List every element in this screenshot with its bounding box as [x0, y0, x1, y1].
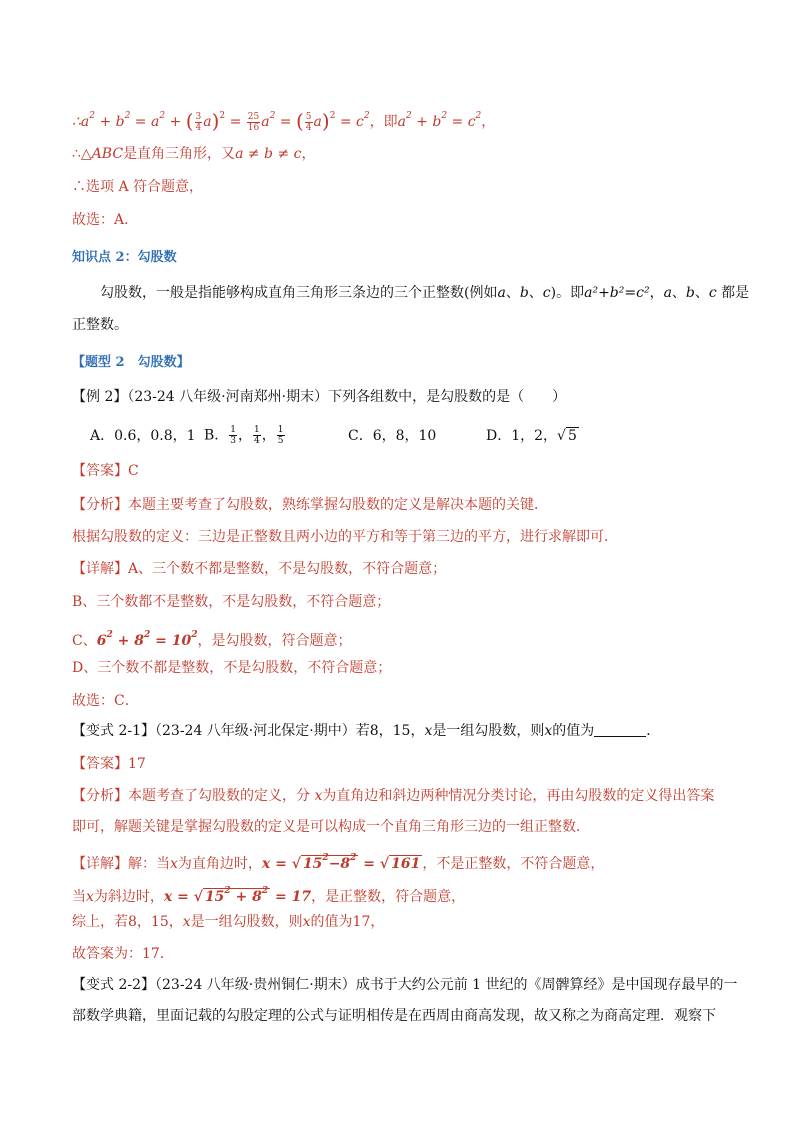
- detail-c-suffix: ，是勾股数，符合题意；: [197, 633, 352, 649]
- analysis-text: 本题主要考查了勾股数，熟练掌握勾股数的定义是解决本题的关键．: [128, 497, 548, 513]
- sep: 、: [505, 285, 520, 301]
- variant-summary-text: 的值为17，: [310, 914, 385, 930]
- variant-summary-text: 是一组勾股数，则: [190, 914, 303, 930]
- analysis-line-2: 根据勾股数的定义：三边是正整数且两小边的平方和等于第三边的平方，进行求解即可．: [72, 529, 618, 545]
- detail-end: 故选：C．: [72, 693, 139, 709]
- triangle-abc: △ABC: [80, 146, 124, 162]
- proof-line-2: [72, 145, 732, 163]
- var-b: b: [519, 285, 529, 301]
- variant-detail-text: ，是正整数，符合题意，: [311, 889, 466, 905]
- option-d: D．1，2，√ 5: [486, 427, 577, 444]
- variant-label: 【变式 2-1】: [72, 723, 155, 739]
- var-x: x: [544, 723, 553, 739]
- detail-line-a: [72, 560, 732, 578]
- example-source: （23-24 八年级·河南郑州·期末）: [127, 389, 329, 405]
- variant-detail-line-2: 当x为斜边时，x = √ $15^2 + 8^2 = 17$，是正整数，符合题意，: [72, 886, 466, 905]
- proof-line2-mid: 是直角三角形，又: [123, 146, 236, 162]
- var-c: c: [542, 285, 551, 301]
- variant-detail-line-1: 【详解】解：当x为直角边时，x = √ $15^2-8^2$ = √ 161 ，不是正整数，不符合题意，: [72, 853, 605, 872]
- variant-answer-value: 17: [128, 756, 146, 772]
- detail-line-c: C、$6^2 + 8^2 = 10^2$，是勾股数，符合题意；: [72, 630, 352, 649]
- variant-analysis-line-1: [72, 787, 732, 805]
- var-b: b: [685, 285, 695, 301]
- pythagorean-formula: a²+b²=c²: [584, 285, 650, 301]
- var-c: c: [708, 285, 717, 301]
- variant-source: （23-24 八年级·贵州铜仁·期末）: [155, 977, 356, 993]
- sep: 、: [671, 285, 686, 301]
- detail-line-b: B、三个数都不是整数，不是勾股数，不符合题意；: [72, 594, 391, 610]
- option-d-label: D．1，2，: [486, 427, 558, 444]
- answer-line: [72, 462, 732, 480]
- option-c: C．6，8，10: [348, 427, 437, 444]
- answer-value: C: [128, 463, 139, 479]
- answer-label: 【答案】: [72, 463, 128, 479]
- variant-detail-text: 当: [72, 889, 86, 905]
- analysis-line-1: [72, 496, 732, 514]
- var-x: x: [314, 788, 323, 804]
- proof-line-3: ∴选项 A 符合题意，: [72, 179, 204, 195]
- variant-2-2-line-1: [72, 976, 738, 994]
- variant-2-2-text: 成书于大约公元前 1 世纪的《周髀算经》是中国现存最早的一: [355, 977, 738, 993]
- example-label: 【例 2】: [72, 389, 128, 405]
- proof-line2-end: ，: [301, 146, 316, 162]
- variant-detail-text: 为直角边时，: [177, 856, 262, 872]
- variant-detail-text: 为斜边时，: [93, 889, 164, 905]
- variant-q-text: 若8，15，: [355, 723, 425, 739]
- variant-final-answer: 故答案为：17．: [72, 946, 174, 962]
- proof-line1-tail2: ，: [481, 114, 496, 130]
- analysis-label: 【分析】: [72, 788, 128, 804]
- answer-label: 【答案】: [72, 756, 128, 772]
- example-2-options: [90, 425, 750, 446]
- sep: 、: [694, 285, 709, 301]
- variant-analysis-text: 本题考查了勾股数的定义，分: [128, 788, 315, 804]
- knowledge-point-title: 知识点 2：勾股数: [72, 250, 177, 265]
- sep: 、: [528, 285, 543, 301]
- sep: ，: [649, 285, 664, 301]
- option-b-label: B．: [204, 427, 229, 444]
- variant-2-1-question: [72, 722, 732, 740]
- variant-q-text: 的值为: [552, 723, 595, 739]
- proof-line1-tail: ，即: [369, 114, 398, 130]
- therefore-symbol: ∴: [72, 146, 81, 162]
- var-a: a: [497, 285, 506, 301]
- knowledge-paragraph-line2: 正整数。: [72, 317, 128, 333]
- variant-detail-text: 解：当: [128, 856, 170, 872]
- variant-summary-text: 综上，若8，15，: [72, 914, 183, 930]
- detail-a-text: A、三个数不都是整数，不是勾股数，不符合题意；: [128, 561, 447, 577]
- type-title: 【题型 2 勾股数】: [72, 355, 190, 370]
- knowledge-text: 都是: [716, 285, 750, 301]
- variant-source: （23-24 八年级·河北保定·期中）: [155, 723, 356, 739]
- knowledge-text: 勾股数，一般是指能够构成直角三角形三条边的三个正整数(例如: [100, 285, 498, 301]
- variant-q-text: 是一组勾股数，则: [432, 723, 545, 739]
- variant-2-2-line-2: 部数学典籍，里面记载的勾股定理的公式与证明相传是在西周由商高发现，故又称之为商高定理．观察下: [72, 1008, 716, 1024]
- example-2-question: [72, 388, 732, 406]
- knowledge-text: )。即: [550, 285, 585, 301]
- option-a: A．0.6，0.8，1: [90, 427, 196, 444]
- variant-summary-line: 综上，若8，15，x是一组勾股数，则x的值为17，: [72, 914, 385, 930]
- proof-line-4: 故选：A．: [72, 212, 139, 228]
- answer-blank: [594, 724, 646, 737]
- variant-answer-line: [72, 755, 732, 773]
- variant-detail-text: ，不是正整数，不符合题意，: [422, 856, 605, 872]
- detail-c-prefix: C、: [72, 633, 97, 649]
- proof-equation-line: $\therefore a^2 + b^2 = a^2$ + ( $\frac{3}{4}$ a)$^2$ = $\frac{25}{16}$ $a^2$ = ( $\frac{5}{4}$ $a)^2 = c^2$，即$a^2 + b^2 = c^2$，: [72, 109, 496, 133]
- variant-analysis-text: 为直角边和斜边两种情况分类讨论，再由勾股数的定义得出答案: [322, 788, 715, 804]
- var-x: x: [424, 723, 433, 739]
- inequality-condition: a ≠ b ≠ c: [235, 146, 302, 162]
- variant-q-end: ．: [646, 723, 661, 739]
- detail-label: 【详解】: [72, 856, 128, 872]
- detail-label: 【详解】: [72, 561, 128, 577]
- variant-analysis-line-2: 即可，解题关键是掌握勾股数的定义是可以构成一个直角三角形三边的一组正整数．: [72, 819, 590, 835]
- detail-line-d: D、三个数不都是整数，不是勾股数，不符合题意；: [72, 660, 392, 676]
- example-question: 下列各组数中，是勾股数的是（ ）: [328, 389, 567, 405]
- analysis-label: 【分析】: [72, 497, 128, 513]
- option-b: B． $\frac{1}{3}$ ， $\frac{1}{4}$ ， $\frac{1}{5}$: [204, 425, 284, 446]
- knowledge-paragraph-line1: [100, 284, 760, 302]
- var-a: a: [663, 285, 672, 301]
- variant-label: 【变式 2-2】: [72, 977, 155, 993]
